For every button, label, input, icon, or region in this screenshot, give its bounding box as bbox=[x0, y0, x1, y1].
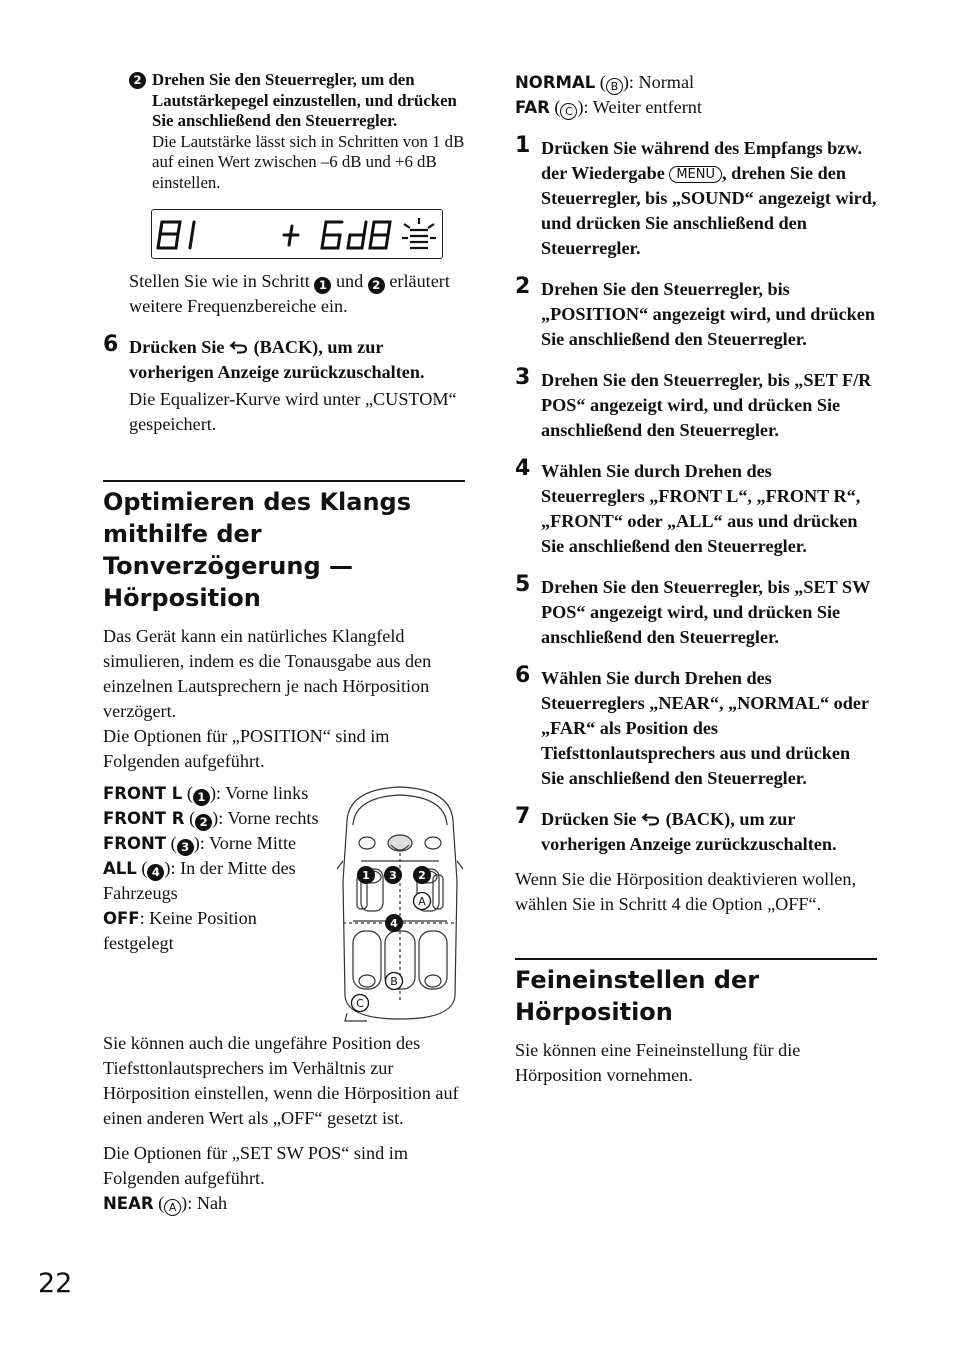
step-6r-text: Wählen Sie durch Drehen des Steuerreglers „NEAR“, „NORMAL“ oder „FAR“ als Position des Tiefsttonlautsprechers aus und drücken Sie anschließend den Steuerregler. bbox=[541, 668, 869, 788]
step-2 bbox=[515, 274, 877, 352]
intro-2: Die Optionen für „POSITION“ sind im Folgenden aufgeführt. bbox=[103, 726, 390, 771]
option-far-label: FAR bbox=[515, 98, 550, 117]
section-heading-fine: Feineinstellen der Hörposition bbox=[515, 958, 877, 1028]
step-ref-2: 2 bbox=[368, 277, 385, 294]
step-7-text-a: Drücken Sie bbox=[541, 809, 637, 829]
back-icon bbox=[641, 812, 661, 826]
substep-2 bbox=[129, 70, 465, 193]
fine-text: Sie können eine Feineinstellung für die Hörposition vornehmen. bbox=[515, 1040, 801, 1085]
step-ref-1: 1 bbox=[314, 277, 331, 294]
step-6-body: Die Equalizer-Kurve wird unter „CUSTOM“ gespeichert. bbox=[129, 389, 457, 434]
position-option-list bbox=[103, 781, 323, 956]
lcd-display-icon bbox=[152, 210, 442, 258]
step-4-text: Wählen Sie durch Drehen des Steuerreglers „FRONT L“, „FRONT R“, „FRONT“ oder „ALL“ aus und drücken Sie anschließend den Steuerregler. bbox=[541, 461, 861, 556]
step-2-number: 2 bbox=[515, 274, 531, 299]
section-heading-position: Optimieren des Klangs mithilfe der Tonverzögerung — Hörposition bbox=[103, 480, 465, 614]
repeat-note-b: erläutert weitere Frequenzbereiche ein. bbox=[129, 271, 450, 316]
option-front-r-desc: ): Vorne rechts bbox=[212, 808, 319, 828]
option-front-l-label: FRONT L bbox=[103, 784, 183, 803]
step-6-text-b: (BACK), um zur vorherigen Anzeige zurückzuschalten. bbox=[129, 337, 425, 382]
option-all: ALL ( 4 ): In der Mitte des Fahrzeugs bbox=[103, 858, 296, 903]
option-near-label: NEAR bbox=[103, 1194, 154, 1213]
option-front-l-desc: ): Vorne links bbox=[209, 783, 309, 803]
option-all-desc: ): In der Mitte des Fahrzeugs bbox=[103, 858, 296, 903]
substep-2-number: 2 bbox=[129, 72, 146, 89]
option-normal-label: NORMAL bbox=[515, 73, 596, 92]
subwoofer-options-intro: Die Optionen für „SET SW POS“ sind im Folgenden aufgeführt. bbox=[103, 1143, 408, 1188]
option-near-letter: A bbox=[164, 1199, 181, 1216]
option-all-num: 4 bbox=[147, 864, 164, 881]
back-icon bbox=[229, 340, 249, 354]
repeat-note-und: und bbox=[335, 271, 364, 291]
step-5 bbox=[515, 572, 877, 650]
option-front-r: FRONT R ( 2 ): Vorne rechts bbox=[103, 808, 319, 829]
option-far-letter: C bbox=[560, 103, 577, 120]
repeat-note-a: Stellen Sie wie in Schritt bbox=[129, 271, 310, 291]
option-normal: NORMAL ( B ): Normal bbox=[515, 72, 695, 93]
step-1-text-b: , drehen Sie den Steuerregler, bis „SOUND“ angezeigt wird, und drücken Sie anschließend den Steuerregler. bbox=[541, 163, 877, 258]
option-front-desc: ): Vorne Mitte bbox=[193, 833, 297, 853]
car-label-3: 3 bbox=[389, 869, 397, 882]
step-3-number: 3 bbox=[515, 365, 531, 390]
option-front-r-label: FRONT R bbox=[103, 809, 185, 828]
lcd-display bbox=[151, 209, 443, 259]
option-normal-desc: ): Normal bbox=[622, 72, 695, 92]
option-front-l-num: 1 bbox=[193, 789, 210, 806]
step-2-text: Drehen Sie den Steuerregler, bis „POSITION“ angezeigt wird, und drücken Sie anschließend den Steuerregler. bbox=[541, 279, 875, 349]
repeat-note bbox=[129, 269, 465, 319]
car-label-4: 4 bbox=[390, 917, 398, 930]
step-5-number: 5 bbox=[515, 572, 531, 597]
off-note: Wenn Sie die Hörposition deaktivieren wollen, wählen Sie in Schritt 4 die Option „OFF“. bbox=[515, 869, 856, 914]
option-off-label: OFF bbox=[103, 909, 140, 928]
step-6-text-a: Drücken Sie bbox=[129, 337, 225, 357]
option-off-desc: : Keine Position festgelegt bbox=[103, 908, 257, 953]
left-column bbox=[103, 70, 465, 1216]
car-label-2: 2 bbox=[418, 869, 426, 882]
position-options bbox=[103, 781, 465, 1031]
option-front: FRONT ( 3 ): Vorne Mitte bbox=[103, 833, 297, 854]
substep-2-title: Drehen Sie den Steuerregler, um den Lautstärkepegel einzustellen, und drücken Sie anschließend den Steuerregler. bbox=[152, 70, 457, 130]
car-label-b: B bbox=[390, 975, 398, 988]
step-6r-number: 6 bbox=[515, 663, 531, 688]
option-front-r-num: 2 bbox=[195, 814, 212, 831]
page-number: 22 bbox=[38, 1268, 73, 1299]
car-label-1: 1 bbox=[362, 869, 370, 882]
step-1-text-a: Drücken Sie während des Empfangs bzw. der Wiedergabe bbox=[541, 138, 863, 183]
step-1-number: 1 bbox=[515, 133, 531, 158]
step-1 bbox=[515, 133, 877, 261]
step-3-text: Drehen Sie den Steuerregler, bis „SET F/R POS“ angezeigt wird, und drücken Sie anschließend den Steuerregler. bbox=[541, 370, 872, 440]
option-near-desc: ): Nah bbox=[181, 1193, 228, 1213]
option-front-label: FRONT bbox=[103, 834, 167, 853]
right-column bbox=[515, 70, 877, 1088]
option-all-label: ALL bbox=[103, 859, 137, 878]
option-near: NEAR ( A ): Nah bbox=[103, 1193, 228, 1214]
step-6-number: 6 bbox=[103, 332, 119, 357]
intro-1: Das Gerät kann ein natürliches Klangfeld simulieren, indem es die Tonausgabe aus den einzelnen Lautsprechern je nach Hörposition verzögert. bbox=[103, 626, 432, 721]
option-off bbox=[103, 906, 323, 956]
step-6 bbox=[515, 663, 877, 791]
step-7-text-b: (BACK), um zur vorherigen Anzeige zurückzuschalten. bbox=[541, 809, 837, 854]
car-diagram bbox=[333, 781, 467, 1023]
step-4-number: 4 bbox=[515, 456, 531, 481]
substep-2-body: Die Lautstärke lässt sich in Schritten von 1 dB auf einen Wert zwischen –6 dB und +6 dB einstellen. bbox=[152, 131, 465, 192]
step-7-number: 7 bbox=[515, 804, 531, 829]
car-label-a: A bbox=[418, 895, 426, 908]
menu-key: MENU bbox=[669, 166, 722, 183]
option-far: FAR ( C ): Weiter entfernt bbox=[515, 97, 702, 118]
step-3 bbox=[515, 365, 877, 443]
option-front-num: 3 bbox=[177, 839, 194, 856]
car-label-c: C bbox=[356, 997, 364, 1010]
step-7 bbox=[515, 804, 877, 857]
step-6-left bbox=[103, 332, 465, 385]
subwoofer-text: Sie können auch die ungefähre Position des Tiefsttonlautsprechers im Verhältnis zur Hörposition einstellen, wenn die Hörposition auf einen anderen Wert als „OFF“ gesetzt ist. bbox=[103, 1033, 459, 1128]
option-normal-letter: B bbox=[606, 78, 623, 95]
step-5-text: Drehen Sie den Steuerregler, bis „SET SW POS“ angezeigt wird, und drücken Sie anschließend den Steuerregler. bbox=[541, 577, 870, 647]
step-4 bbox=[515, 456, 877, 559]
option-far-desc: ): Weiter entfernt bbox=[577, 97, 702, 117]
option-front-l: FRONT L ( 1 ): Vorne links bbox=[103, 783, 309, 804]
